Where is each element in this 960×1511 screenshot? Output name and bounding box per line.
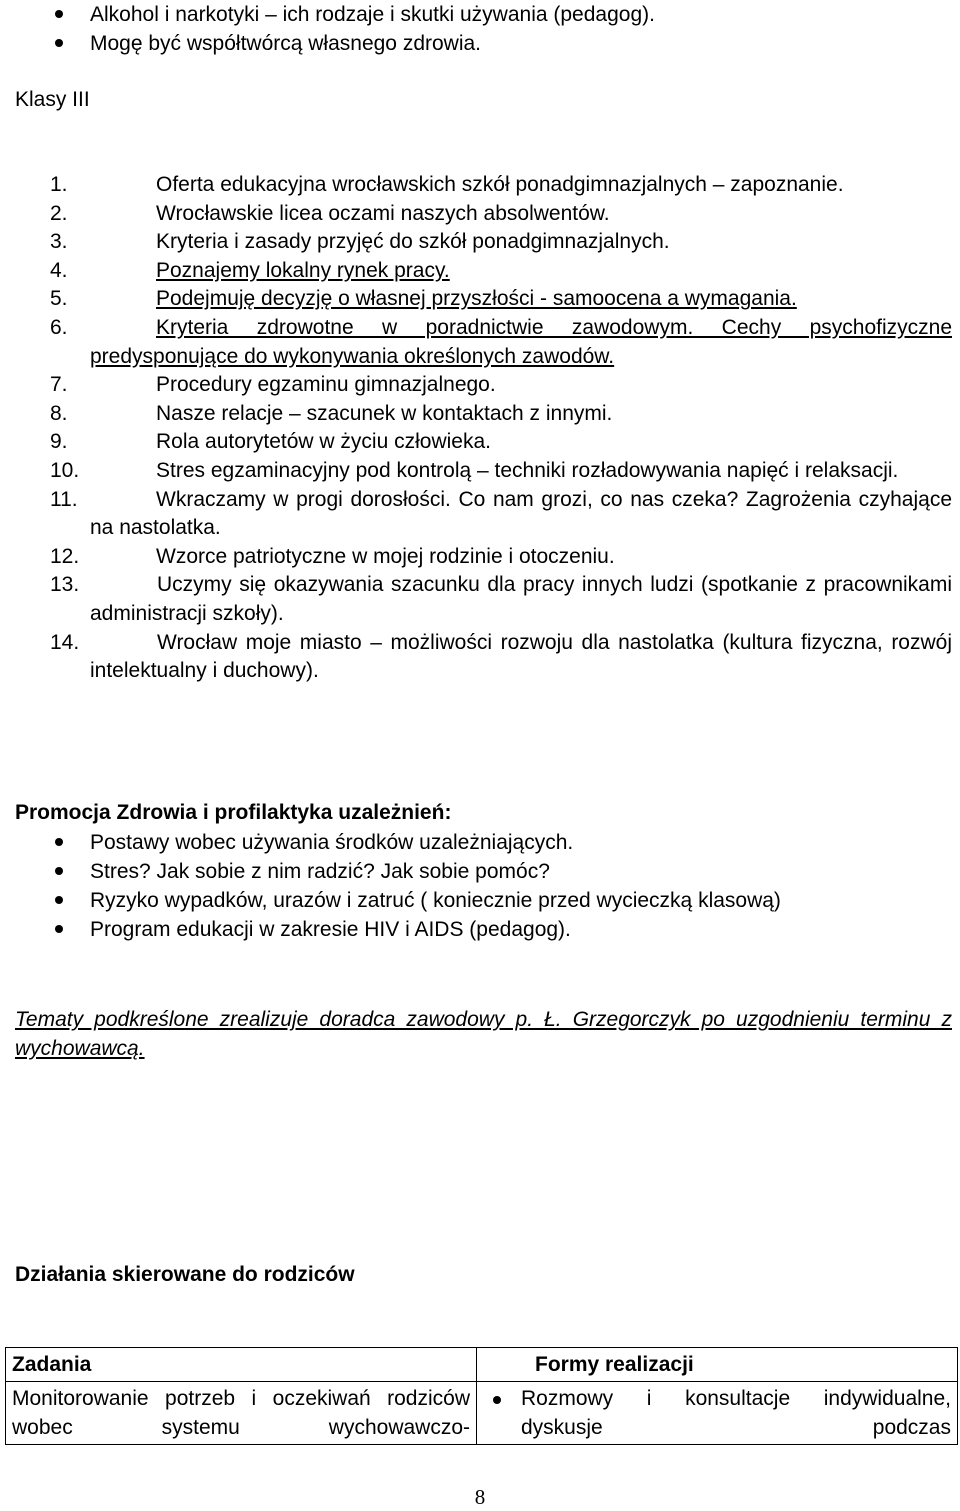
item-number: 3. [50, 230, 68, 254]
item-text: Stres egzaminacyjny pod kontrolą – techniki rozładowywania napięć i relaksacji. [156, 458, 899, 482]
item-number: 11. [50, 487, 78, 511]
item-text: Procedury egzaminu gimnazjalnego. [156, 373, 496, 397]
item-number: 9. [50, 430, 68, 454]
item-number: 13. [50, 573, 80, 597]
item-text: Wzorce patriotyczne w mojej rodzinie i otoczeniu. [156, 544, 615, 568]
item-text: Poznajemy lokalny rynek pracy. [156, 258, 450, 282]
list-item [50, 285, 952, 314]
item-text: Uczymy się okazywania szacunku dla pracy innych ludzi (spotkanie z pracownikami administracji szkoły). [90, 573, 952, 625]
counselor-note: Tematy podkreślone zrealizuje doradca zawodowy p. Ł. Grzegorczyk po uzgodnieniu terminu z wychowawcą. [15, 1008, 952, 1060]
item-text: Wrocławskie licea oczami naszych absolwentów. [156, 201, 610, 225]
list-item [50, 457, 952, 486]
promo-list [55, 828, 950, 944]
parents-heading: Działania skierowane do rodziców [15, 1263, 355, 1286]
item-text: Podejmuję decyzję o własnej przyszłości - samoocena a wymagania. [156, 287, 797, 311]
item-number: 12. [50, 544, 80, 568]
form-text: Rozmowy i konsultacje indywidualne, dyskusje podczas [483, 1384, 951, 1442]
list-item [50, 371, 952, 400]
list-item [50, 428, 952, 457]
table-cell [477, 1382, 958, 1445]
table-row [6, 1382, 958, 1445]
list-item [50, 400, 952, 429]
list-item [50, 200, 952, 229]
list-item [50, 257, 952, 286]
list-item: Mogę być współtwórcą własnego zdrowia. [55, 29, 950, 58]
list-item: Postawy wobec używania środków uzależniających. [55, 828, 950, 857]
list-item [50, 228, 952, 257]
page-number: 8 [474, 1485, 486, 1509]
table-header-forms: Formy realizacji [477, 1348, 958, 1382]
item-text: Rola autorytetów w życiu człowieka. [156, 430, 491, 454]
top-bullet-list [55, 0, 950, 58]
list-item: Alkohol i narkotyki – ich rodzaje i skutki używania (pedagog). [55, 0, 950, 29]
item-text: Oferta edukacyjna wrocławskich szkół ponadgimnazjalnych – zapoznanie. [156, 173, 844, 196]
table-header-row [6, 1348, 958, 1382]
item-text: Wrocław moje miasto – możliwości rozwoju dla nastolatka (kultura fizyczna, rozwój intelektualny i duchowy). [90, 630, 952, 683]
list-item [50, 629, 952, 686]
item-number: 1. [50, 173, 68, 196]
list-item [50, 486, 952, 543]
item-number: 5. [50, 287, 68, 311]
promo-heading: Promocja Zdrowia i profilaktyka uzależnień: [15, 801, 452, 824]
list-item: Ryzyko wypadków, urazów i zatruć ( koniecznie przed wycieczką klasową) [55, 886, 950, 915]
item-number: 14. [50, 630, 80, 654]
class-heading: Klasy III [15, 88, 90, 111]
item-number: 4. [50, 258, 68, 282]
item-number: 10. [50, 458, 80, 482]
item-text: Kryteria zdrowotne w poradnictwie zawodowym. Cechy psychofizyczne predysponujące do wykonywania określonych zawodów. [90, 315, 952, 368]
item-number: 7. [50, 373, 68, 397]
list-item [50, 571, 952, 628]
table-cell [6, 1382, 477, 1445]
item-number: 2. [50, 201, 68, 225]
task-text: Monitorowanie potrzeb i oczekiwań rodziców wobec systemu wychowawczo- [12, 1387, 470, 1439]
list-item: Stres? Jak sobie z nim radzić? Jak sobie pomóc? [55, 857, 950, 886]
item-text: Wkraczamy w progi dorosłości. Co nam grozi, co nas czeka? Zagrożenia czyhające na nastolatka. [90, 487, 952, 540]
list-item [50, 543, 952, 572]
topic-list [50, 171, 952, 686]
list-item [50, 314, 952, 371]
item-text: Nasze relacje – szacunek w kontaktach z innymi. [156, 401, 613, 425]
item-number: 6. [50, 315, 68, 339]
item-number: 8. [50, 401, 68, 425]
list-item [50, 171, 952, 200]
item-text: Kryteria i zasady przyjęć do szkół ponadgimnazjalnych. [156, 230, 670, 254]
parents-table [5, 1347, 958, 1445]
list-item: Program edukacji w zakresie HIV i AIDS (pedagog). [55, 915, 950, 944]
table-header-tasks: Zadania [6, 1348, 477, 1382]
